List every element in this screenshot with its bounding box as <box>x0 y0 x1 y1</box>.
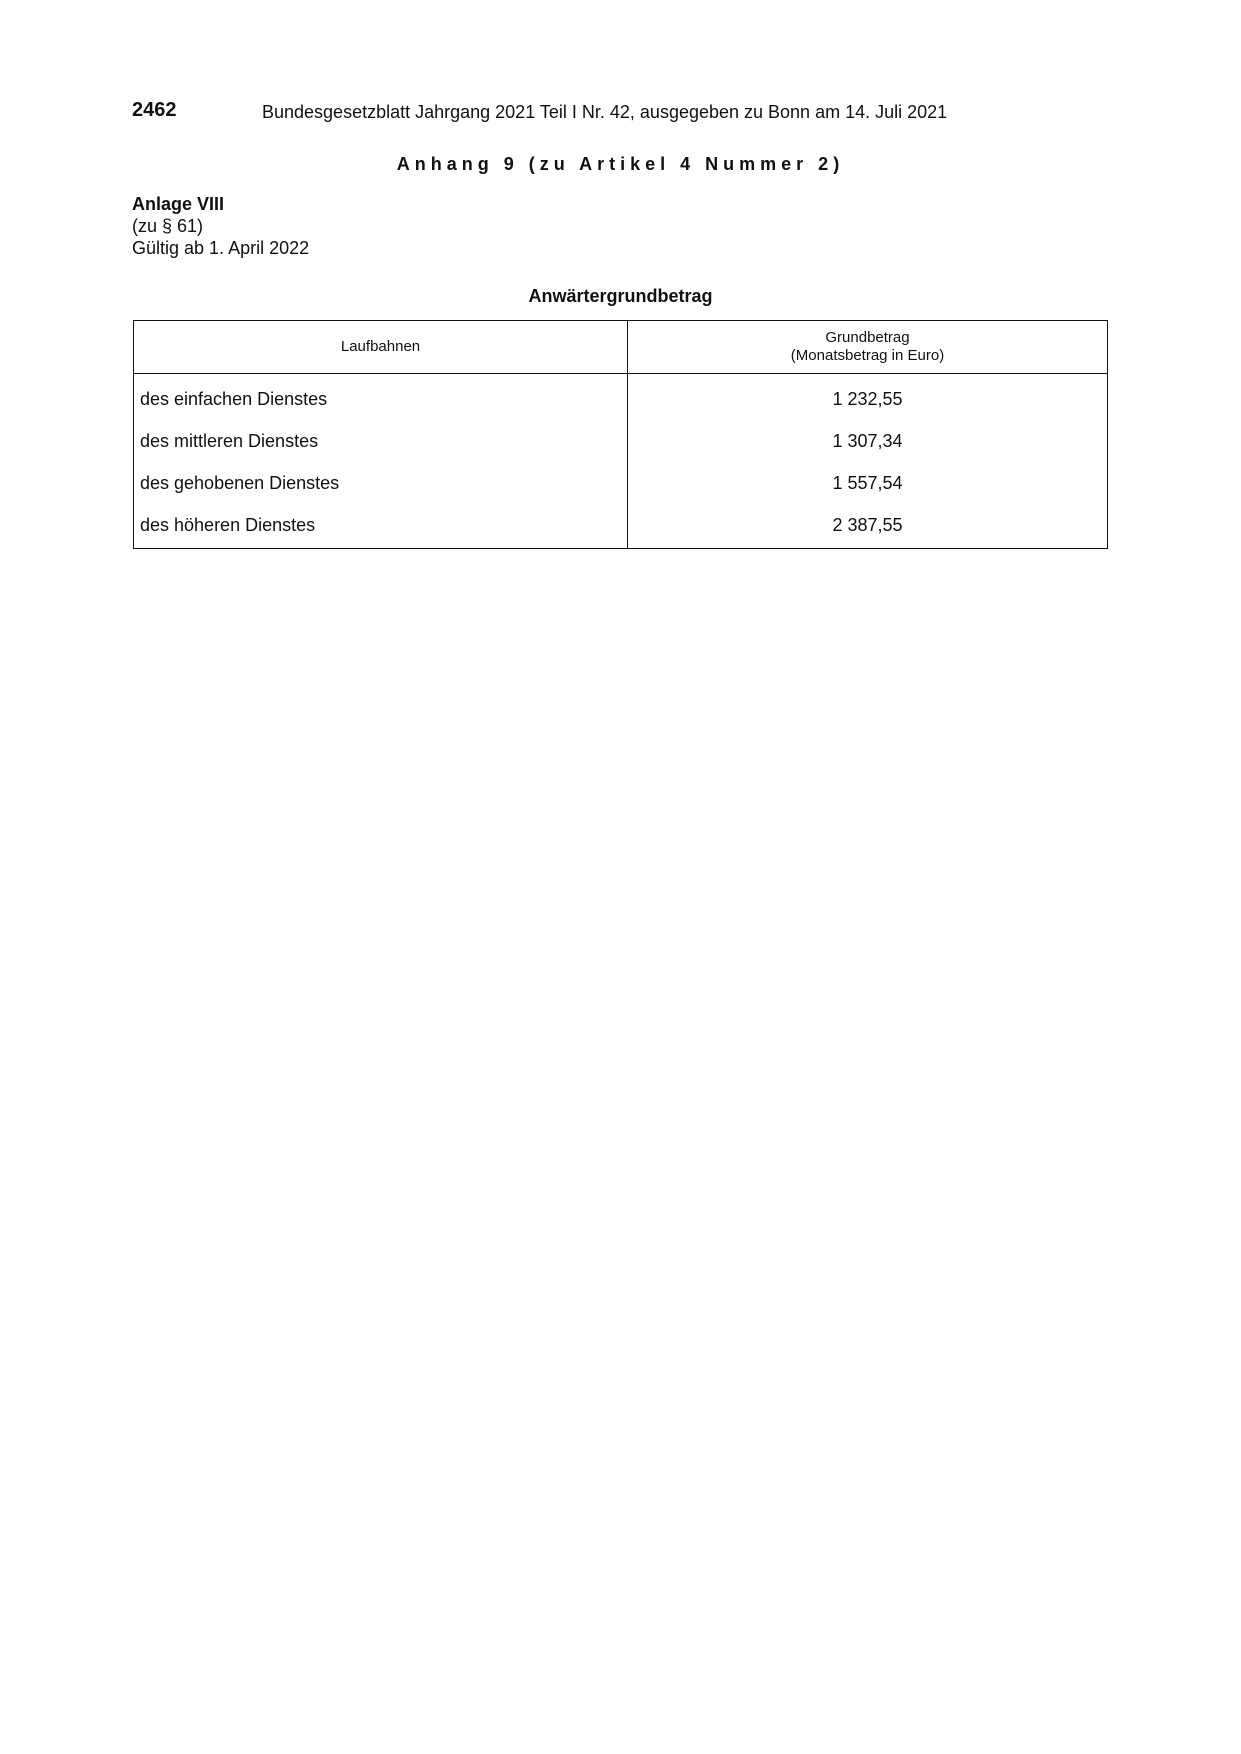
laufbahn-cell: des höheren Dienstes <box>134 504 628 549</box>
laufbahn-cell: des einfachen Dienstes <box>134 374 628 421</box>
betrag-cell: 1 557,54 <box>832 473 903 493</box>
anlage-title: Anlage VIII <box>132 194 225 214</box>
column-header-grundbetrag-line2: (Monatsbetrag in Euro) <box>790 347 945 364</box>
annex-heading: Anhang 9 (zu Artikel 4 Nummer 2) <box>396 154 845 174</box>
betrag-cell: 1 307,34 <box>832 431 903 451</box>
laufbahn-cell: des mittleren Dienstes <box>134 420 628 462</box>
column-header-laufbahnen: Laufbahnen <box>134 321 628 374</box>
anlage-validity: Gültig ab 1. April 2022 <box>132 238 310 258</box>
column-header-grundbetrag-line1: Grundbetrag <box>825 329 910 346</box>
page-number: 2462 <box>132 99 177 121</box>
anlage-block <box>132 193 309 259</box>
laufbahn-cell: des gehobenen Dienstes <box>134 462 628 504</box>
salary-table <box>133 320 1108 549</box>
anlage-reference: (zu § 61) <box>132 216 204 236</box>
betrag-cell: 1 232,55 <box>832 389 903 409</box>
table-title: Anwärtergrundbetrag <box>528 286 713 306</box>
table-row <box>134 504 1108 549</box>
column-header-grundbetrag <box>628 321 1108 374</box>
running-head: Bundesgesetzblatt Jahrgang 2021 Teil I Nr. 42, ausgegeben zu Bonn am 14. Juli 2021 <box>262 102 948 122</box>
table-row <box>134 420 1108 462</box>
table-row <box>134 374 1108 421</box>
betrag-cell: 2 387,55 <box>832 515 903 535</box>
table-header-row <box>134 321 1108 374</box>
table-row <box>134 462 1108 504</box>
